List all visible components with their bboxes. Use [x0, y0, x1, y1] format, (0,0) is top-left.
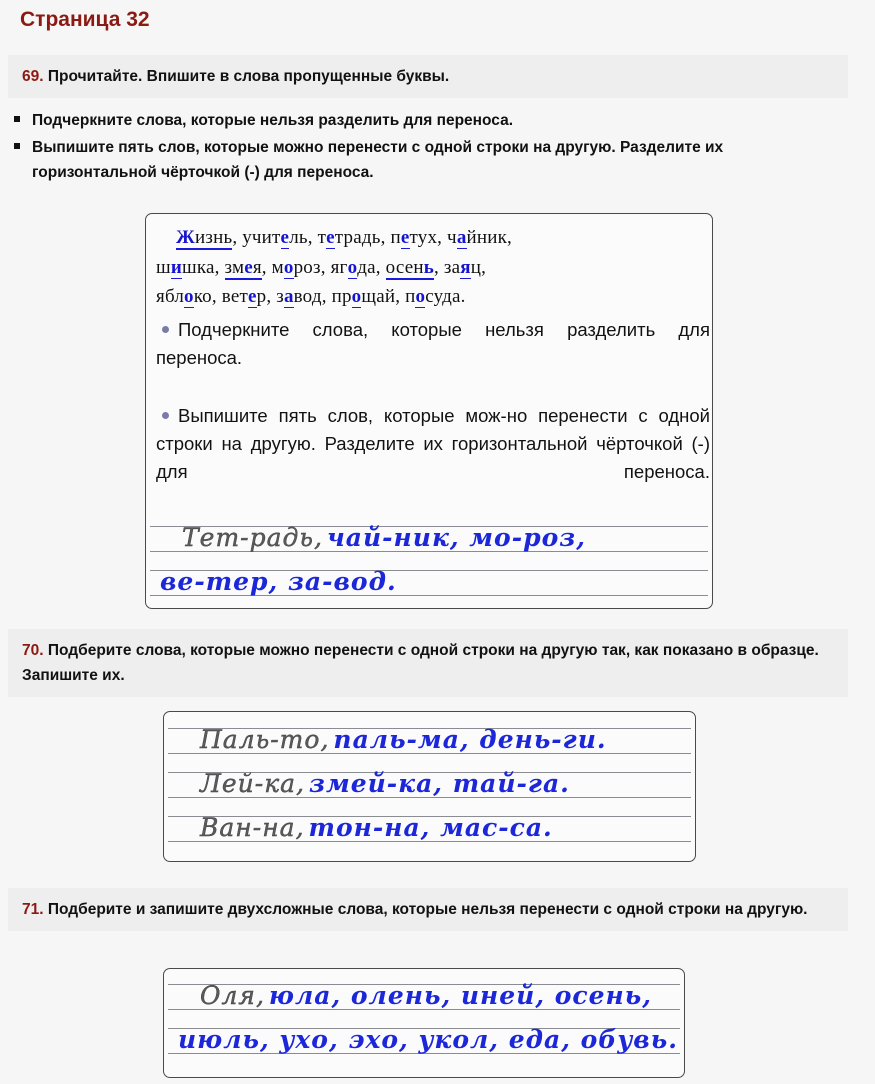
- handwritten-answer-line-2: [156, 569, 708, 594]
- task-69-bullet-list: [14, 108, 844, 187]
- task-69-instruction-band: [8, 55, 848, 98]
- task-69-answer-area: [146, 516, 712, 604]
- task-70-scan-box: [163, 711, 696, 862]
- task-71-instruction-text: Подберите и запишите двухсложные слова, которые нельзя перенести с одной строки на другую.: [47, 901, 808, 918]
- handwritten-answer-line-1: [174, 983, 680, 1008]
- sample-text: Лей-ка,: [200, 769, 305, 798]
- ruled-line-row: [164, 718, 695, 762]
- round-bullet-icon: [162, 326, 169, 333]
- task-69-number: 69.: [22, 68, 44, 85]
- word-line-1: Жизнь, учитель, тетрадь, петух, чайник,: [176, 227, 513, 248]
- sample-text: Ван-на,: [200, 813, 305, 842]
- ink-text: июль, ухо, эхо, укол, еда, обувь.: [178, 1025, 678, 1054]
- task-70-number: 70.: [22, 642, 44, 659]
- ruled-line-row: [164, 806, 695, 850]
- square-bullet-icon: [14, 143, 20, 149]
- ruled-line-row: [164, 762, 695, 806]
- ruled-line-row: [164, 1018, 684, 1062]
- task-69-word-list: [146, 214, 712, 314]
- sample-text: Паль-то,: [200, 725, 330, 754]
- ruled-line-row: [146, 560, 712, 604]
- task-69-bullet-1-text: Подчеркните слова, которые нельзя разделить для переноса.: [32, 112, 514, 129]
- task-69-bullet-2-text: Выпишите пять слов, которые можно перенести с одной строки на другую. Разделите их горизонтальной чёрточкой (-) для переноса.: [32, 139, 724, 182]
- task-71-instruction-band: [8, 888, 848, 931]
- round-bullet-icon: [162, 412, 169, 419]
- handwritten-answer-line-3: [174, 815, 691, 840]
- word-line-3: яблоко, ветер, завод, прощай, посуда.: [156, 286, 466, 307]
- handwritten-answer-line-2: [174, 1027, 680, 1052]
- task-70-instruction-text: Подберите слова, которые можно перенести с одной строки на другую так, как показано в образце. Запишите их.: [22, 642, 819, 685]
- square-bullet-icon: [14, 116, 20, 122]
- task-69-bullet-1: [14, 108, 844, 133]
- handwritten-answer-line-2: [174, 771, 691, 796]
- handwritten-answer-line-1: [156, 525, 708, 550]
- ink-text: змей-ка, тай-га.: [309, 769, 570, 798]
- task-69-bullet-2: [14, 135, 844, 185]
- sample-text: Тет-радь,: [182, 523, 323, 552]
- task-69-instruction-text: Прочитайте. Впишите в слова пропущенные буквы.: [47, 68, 450, 85]
- ink-text: паль-ма, день-ги.: [333, 725, 607, 754]
- scan-paragraph-1: [156, 316, 710, 400]
- sample-text: Оля,: [200, 981, 265, 1010]
- task-69-scan-box: [145, 213, 713, 609]
- ink-text: юла, олень, иней, осень,: [268, 981, 652, 1010]
- task-71-answer-area: [164, 969, 684, 1062]
- ink-text: ве-тер, за-вод.: [160, 567, 397, 596]
- page-title: Страница 32: [20, 8, 150, 31]
- scan-paragraph-2-text: Выпишите пять слов, которые мож-но перенести с одной строки на другую. Разделите их горизонтальной чёрточкой (-) для переноса.: [156, 404, 710, 482]
- scan-paragraph-1-text: Подчеркните слова, которые нельзя разделить для переноса.: [156, 318, 710, 368]
- task-71-scan-box: [163, 968, 685, 1078]
- ruled-line-row: [146, 516, 712, 560]
- ink-text: чай-ник, мо-роз,: [326, 523, 586, 552]
- task-70-instruction-band: [8, 629, 848, 697]
- task-69-scan-instructions: [146, 314, 712, 520]
- ink-text: тон-на, мас-са.: [308, 813, 553, 842]
- handwritten-answer-line-1: [174, 727, 691, 752]
- scan-paragraph-2: [156, 402, 710, 514]
- task-70-answer-area: [164, 712, 695, 850]
- task-71-number: 71.: [22, 901, 44, 918]
- ruled-line-row: [164, 974, 684, 1018]
- word-line-2: шишка, змея, мороз, ягода, осень, заяц,: [156, 256, 487, 278]
